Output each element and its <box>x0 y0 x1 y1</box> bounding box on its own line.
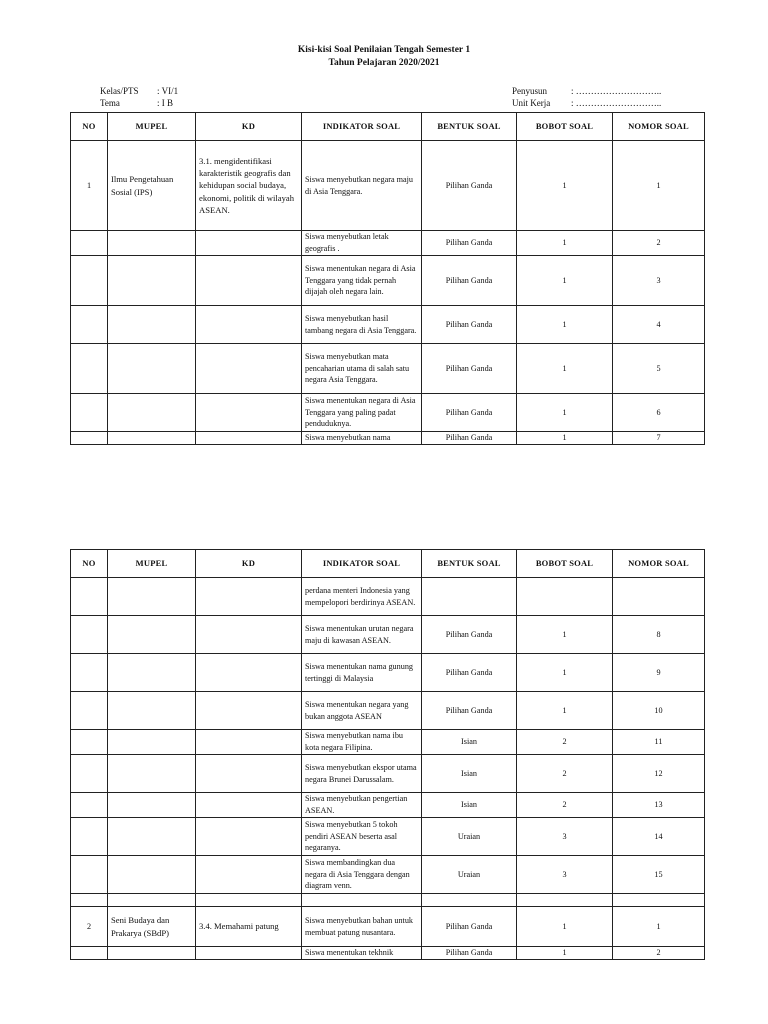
cell-indikator-soal: Siswa menentukan negara yang bukan anggota ASEAN <box>302 692 422 730</box>
unit-kerja-value: : ……………………….. <box>571 98 662 108</box>
cell-bobot-soal <box>517 894 613 907</box>
cell-mupel <box>108 654 196 692</box>
cell-nomor-soal: 1 <box>613 907 705 947</box>
cell-nomor-soal: 15 <box>613 856 705 894</box>
cell-kd: 3.4. Memahami patung <box>196 907 302 947</box>
cell-nomor-soal: 7 <box>613 432 705 445</box>
cell-indikator-soal: Siswa menentukan negara di Asia Tenggara yang paling padat penduduknya. <box>302 394 422 432</box>
cell-indikator-soal: Siswa menyebutkan hasil tambang negara di Asia Tenggara. <box>302 306 422 344</box>
cell-kd <box>196 793 302 818</box>
cell-nomor-soal: 8 <box>613 616 705 654</box>
cell-no: 2 <box>71 907 108 947</box>
cell-mupel <box>108 894 196 907</box>
tema-label: Tema <box>100 98 120 108</box>
cell-bentuk-soal <box>422 894 517 907</box>
cell-nomor-soal <box>613 578 705 616</box>
cell-bentuk-soal: Pilihan Ganda <box>422 654 517 692</box>
cell-kd <box>196 578 302 616</box>
cell-bentuk-soal: Pilihan Ganda <box>422 231 517 256</box>
cell-mupel <box>108 578 196 616</box>
cell-mupel <box>108 692 196 730</box>
cell-mupel <box>108 394 196 432</box>
cell-bobot-soal: 1 <box>517 344 613 394</box>
cell-nomor-soal: 6 <box>613 394 705 432</box>
cell-no <box>71 256 108 306</box>
cell-nomor-soal: 5 <box>613 344 705 394</box>
cell-mupel <box>108 256 196 306</box>
cell-indikator-soal: Siswa menentukan tekhnik <box>302 947 422 960</box>
kelas-value: : VI/1 <box>157 86 179 96</box>
cell-bobot-soal: 1 <box>517 141 613 231</box>
cell-no <box>71 692 108 730</box>
cell-bentuk-soal: Uraian <box>422 818 517 856</box>
header-bentuk-soal: BENTUK SOAL <box>422 113 517 141</box>
table-row <box>71 730 705 755</box>
cell-no <box>71 394 108 432</box>
cell-nomor-soal: 1 <box>613 141 705 231</box>
cell-bentuk-soal <box>422 578 517 616</box>
header-bobot-soal: BOBOT SOAL <box>517 550 613 578</box>
cell-bentuk-soal: Isian <box>422 730 517 755</box>
cell-mupel <box>108 616 196 654</box>
cell-bobot-soal: 1 <box>517 256 613 306</box>
cell-bobot-soal <box>517 578 613 616</box>
cell-nomor-soal: 13 <box>613 793 705 818</box>
table-row <box>71 432 705 445</box>
cell-kd <box>196 344 302 394</box>
cell-kd: 3.1. mengidentifikasi karakteristik geografis dan kehidupan social budaya, ekonomi, politik di wilayah ASEAN. <box>196 141 302 231</box>
cell-kd <box>196 306 302 344</box>
cell-nomor-soal: 4 <box>613 306 705 344</box>
cell-no <box>71 818 108 856</box>
cell-kd <box>196 947 302 960</box>
cell-no <box>71 578 108 616</box>
cell-bentuk-soal: Uraian <box>422 856 517 894</box>
table-row <box>71 894 705 907</box>
cell-no <box>71 730 108 755</box>
header-bentuk-soal: BENTUK SOAL <box>422 550 517 578</box>
table-header-row <box>71 550 705 578</box>
cell-nomor-soal: 2 <box>613 947 705 960</box>
cell-bentuk-soal: Pilihan Ganda <box>422 432 517 445</box>
cell-bobot-soal: 1 <box>517 616 613 654</box>
cell-nomor-soal: 11 <box>613 730 705 755</box>
cell-indikator-soal: Siswa menyebutkan ekspor utama negara Brunei Darussalam. <box>302 755 422 793</box>
cell-bentuk-soal: Pilihan Ganda <box>422 306 517 344</box>
table-row <box>71 578 705 616</box>
document-title: Kisi-kisi Soal Penilaian Tengah Semester 1 <box>297 45 471 55</box>
cell-no <box>71 947 108 960</box>
cell-bobot-soal: 1 <box>517 394 613 432</box>
cell-indikator-soal: Siswa menyebutkan pengertian ASEAN. <box>302 793 422 818</box>
table-row <box>71 907 705 947</box>
cell-indikator-soal: Siswa menyebutkan 5 tokoh pendiri ASEAN beserta asal negaranya. <box>302 818 422 856</box>
tema-value: : I B <box>157 98 174 108</box>
cell-kd <box>196 231 302 256</box>
cell-indikator-soal: Siswa membandingkan dua negara di Asia Tenggara dengan diagram venn. <box>302 856 422 894</box>
kisi-kisi-table-part2 <box>70 549 705 960</box>
cell-kd <box>196 755 302 793</box>
cell-nomor-soal: 14 <box>613 818 705 856</box>
header-mupel: MUPEL <box>108 113 196 141</box>
cell-kd <box>196 654 302 692</box>
cell-no <box>71 894 108 907</box>
cell-indikator-soal <box>302 894 422 907</box>
cell-indikator-soal: perdana menteri Indonesia yang mempelopori berdirinya ASEAN. <box>302 578 422 616</box>
cell-no <box>71 432 108 445</box>
cell-mupel <box>108 231 196 256</box>
document-subtitle: Tahun Pelajaran 2020/2021 <box>328 58 440 68</box>
cell-kd <box>196 894 302 907</box>
table-row <box>71 755 705 793</box>
cell-bobot-soal: 1 <box>517 306 613 344</box>
cell-indikator-soal: Siswa menentukan urutan negara maju di kawasan ASEAN. <box>302 616 422 654</box>
cell-mupel <box>108 306 196 344</box>
header-no: NO <box>71 113 108 141</box>
table-row <box>71 394 705 432</box>
kisi-kisi-table-part1 <box>70 112 705 445</box>
cell-mupel <box>108 793 196 818</box>
cell-kd <box>196 256 302 306</box>
cell-bobot-soal: 1 <box>517 907 613 947</box>
cell-kd <box>196 730 302 755</box>
cell-no <box>71 856 108 894</box>
header-nomor-soal: NOMOR SOAL <box>613 113 705 141</box>
table-row <box>71 141 705 231</box>
cell-no <box>71 616 108 654</box>
cell-bobot-soal: 2 <box>517 793 613 818</box>
cell-indikator-soal: Siswa menyebutkan mata pencaharian utama di salah satu negara Asia Tenggara. <box>302 344 422 394</box>
cell-bobot-soal: 1 <box>517 231 613 256</box>
table-row <box>71 793 705 818</box>
cell-kd <box>196 856 302 894</box>
table-row <box>71 654 705 692</box>
kelas-label: Kelas/PTS <box>100 86 139 96</box>
cell-kd <box>196 394 302 432</box>
table-row <box>71 344 705 394</box>
cell-no <box>71 793 108 818</box>
cell-mupel <box>108 947 196 960</box>
header-mupel: MUPEL <box>108 550 196 578</box>
cell-nomor-soal <box>613 894 705 907</box>
cell-no: 1 <box>71 141 108 231</box>
unit-kerja-label: Unit Kerja <box>512 98 551 108</box>
table-row <box>71 692 705 730</box>
table-header-row <box>71 113 705 141</box>
cell-indikator-soal: Siswa menyebutkan nama <box>302 432 422 445</box>
cell-bobot-soal: 1 <box>517 432 613 445</box>
cell-bentuk-soal: Pilihan Ganda <box>422 394 517 432</box>
cell-no <box>71 306 108 344</box>
cell-indikator-soal: Siswa menentukan nama gunung tertinggi di Malaysia <box>302 654 422 692</box>
cell-indikator-soal: Siswa menyebutkan bahan untuk membuat patung nusantara. <box>302 907 422 947</box>
cell-kd <box>196 692 302 730</box>
cell-bentuk-soal: Pilihan Ganda <box>422 947 517 960</box>
cell-bobot-soal: 1 <box>517 947 613 960</box>
cell-nomor-soal: 10 <box>613 692 705 730</box>
table-row <box>71 256 705 306</box>
cell-bentuk-soal: Pilihan Ganda <box>422 141 517 231</box>
cell-no <box>71 654 108 692</box>
cell-bobot-soal: 2 <box>517 730 613 755</box>
cell-nomor-soal: 2 <box>613 231 705 256</box>
cell-bobot-soal: 3 <box>517 856 613 894</box>
cell-kd <box>196 818 302 856</box>
cell-mupel: Ilmu Pengetahuan Sosial (IPS) <box>108 141 196 231</box>
cell-bentuk-soal: Pilihan Ganda <box>422 616 517 654</box>
penyusun-value: : ……………………….. <box>571 86 662 96</box>
cell-no <box>71 755 108 793</box>
cell-kd <box>196 432 302 445</box>
cell-bentuk-soal: Pilihan Ganda <box>422 344 517 394</box>
cell-mupel <box>108 432 196 445</box>
table-row <box>71 306 705 344</box>
cell-mupel <box>108 344 196 394</box>
table-row <box>71 856 705 894</box>
header-indikator-soal: INDIKATOR SOAL <box>302 550 422 578</box>
cell-indikator-soal: Siswa menyebutkan negara maju di Asia Tenggara. <box>302 141 422 231</box>
table-row <box>71 818 705 856</box>
header-bobot-soal: BOBOT SOAL <box>517 113 613 141</box>
cell-kd <box>196 616 302 654</box>
cell-bentuk-soal: Pilihan Ganda <box>422 256 517 306</box>
cell-bentuk-soal: Isian <box>422 755 517 793</box>
cell-nomor-soal: 3 <box>613 256 705 306</box>
cell-no <box>71 231 108 256</box>
cell-mupel <box>108 730 196 755</box>
cell-nomor-soal: 12 <box>613 755 705 793</box>
cell-bobot-soal: 1 <box>517 654 613 692</box>
header-nomor-soal: NOMOR SOAL <box>613 550 705 578</box>
header-kd: KD <box>196 113 302 141</box>
cell-nomor-soal: 9 <box>613 654 705 692</box>
cell-indikator-soal: Siswa menyebutkan nama ibu kota negara Filipina. <box>302 730 422 755</box>
cell-bentuk-soal: Pilihan Ganda <box>422 907 517 947</box>
table-row <box>71 231 705 256</box>
cell-indikator-soal: Siswa menyebutkan letak geografis . <box>302 231 422 256</box>
header-no: NO <box>71 550 108 578</box>
penyusun-label: Penyusun <box>512 86 548 96</box>
cell-mupel <box>108 856 196 894</box>
cell-mupel <box>108 818 196 856</box>
header-kd: KD <box>196 550 302 578</box>
table-row <box>71 616 705 654</box>
cell-bobot-soal: 2 <box>517 755 613 793</box>
header-indikator-soal: INDIKATOR SOAL <box>302 113 422 141</box>
cell-bentuk-soal: Pilihan Ganda <box>422 692 517 730</box>
cell-mupel <box>108 755 196 793</box>
cell-no <box>71 344 108 394</box>
cell-bobot-soal: 3 <box>517 818 613 856</box>
cell-indikator-soal: Siswa menentukan negara di Asia Tenggara yang tidak pernah dijajah oleh negara lain. <box>302 256 422 306</box>
cell-bobot-soal: 1 <box>517 692 613 730</box>
cell-bentuk-soal: Isian <box>422 793 517 818</box>
table-row <box>71 947 705 960</box>
cell-mupel: Seni Budaya dan Prakarya (SBdP) <box>108 907 196 947</box>
